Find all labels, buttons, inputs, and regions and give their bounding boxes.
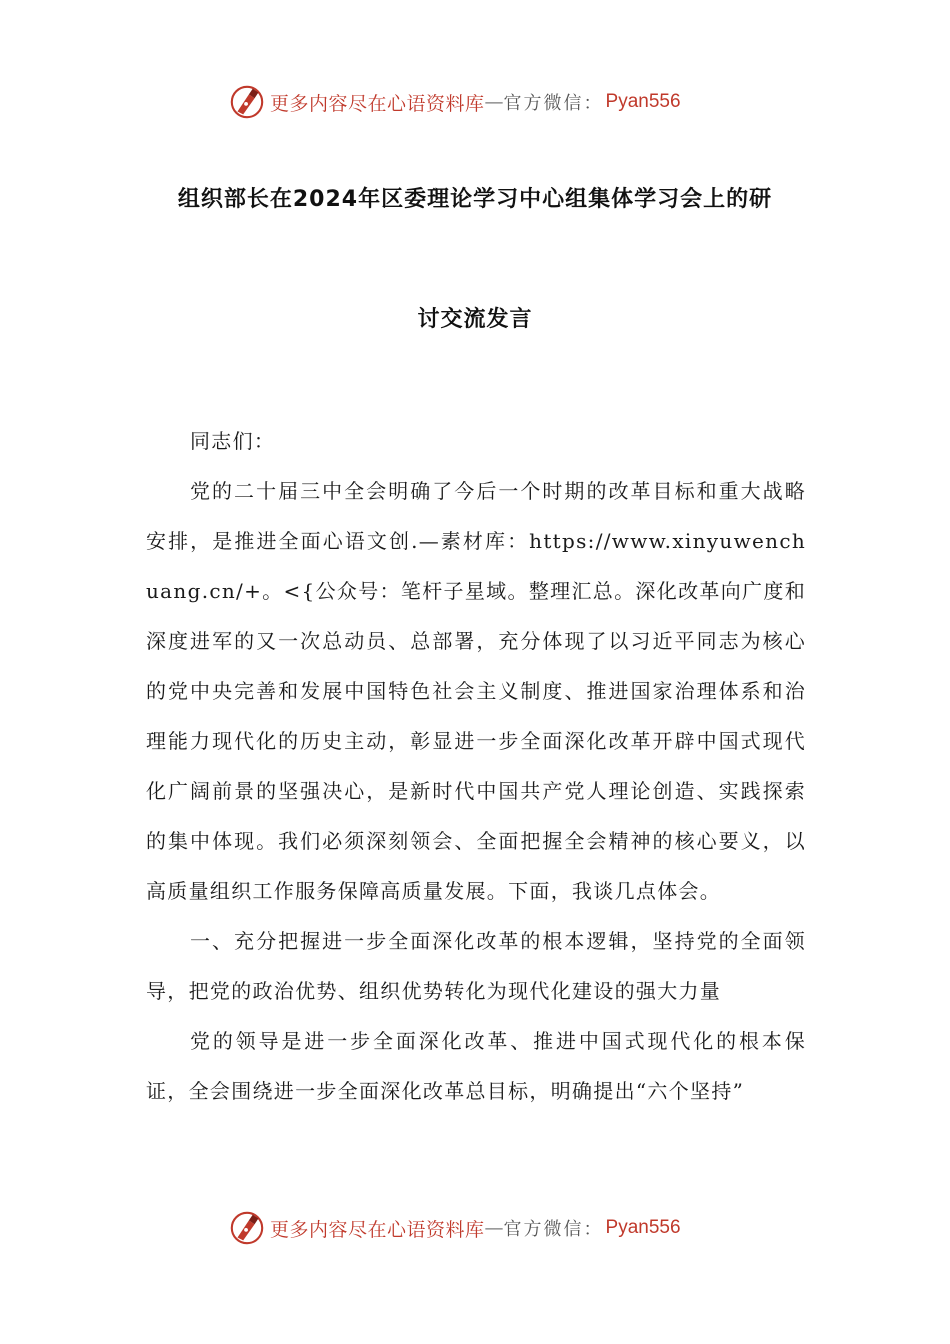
document-title-line2: 讨交流发言 (417, 307, 533, 332)
document-body (146, 416, 806, 1116)
bottom-banner (228, 1208, 681, 1248)
salutation: 同志们： (190, 429, 276, 453)
section-heading: 一、充分把握进一步全面深化改革的根本逻辑，坚持党的全面领导，把党的政治优势、组织优势转化为现代化建设的强大力量 (146, 929, 806, 1003)
document-title-line1: 组织部长在2024年区委理论学习中心组集体学习会上的研 (177, 187, 773, 212)
banner-wechat-id: Pyan556 (605, 1217, 681, 1238)
paragraph: 党的领导是进一步全面深化改革、推进中国式现代化的根本保证，全会围绕进一步全面深化改革总目标，明确提出“六个坚持” (146, 1029, 806, 1103)
banner-wechat-id: Pyan556 (605, 91, 681, 112)
pen-nib-circle-icon (228, 83, 266, 121)
banner-brand-text: 更多内容尽在心语资料库 (270, 92, 485, 115)
banner-wechat-label: 官方微信： (503, 93, 604, 114)
paragraph: 党的二十届三中全会明确了今后一个时期的改革目标和重大战略安排，是推进全面心语文创.—素材库：https://www.xinyuwenchuang.cn/+。<{公众号：笔杆子星域。整理汇总。深化改革向广度和深度进军的又一次总动员、总部署，充分体现了以习近平同志为核心的党中央完善和发展中国特色社会主义制度、推进国家治理体系和治理能力现代化的历史主动，彰显进一步全面深化改革开辟中国式现代化广阔前景的坚强决心，是新时代中国共产党人理论创造、实践探索的集中体现。我们必须深刻领会、全面把握全会精神的核心要义，以高质量组织工作服务保障高质量发展。下面，我谈几点体会。 (146, 479, 806, 903)
pen-nib-circle-icon (228, 1209, 266, 1247)
banner-separator: — (484, 91, 504, 113)
banner-brand-text: 更多内容尽在心语资料库 (270, 1218, 485, 1241)
top-banner (228, 82, 681, 122)
banner-wechat-label: 官方微信： (503, 1219, 604, 1240)
banner-separator: — (484, 1217, 504, 1239)
